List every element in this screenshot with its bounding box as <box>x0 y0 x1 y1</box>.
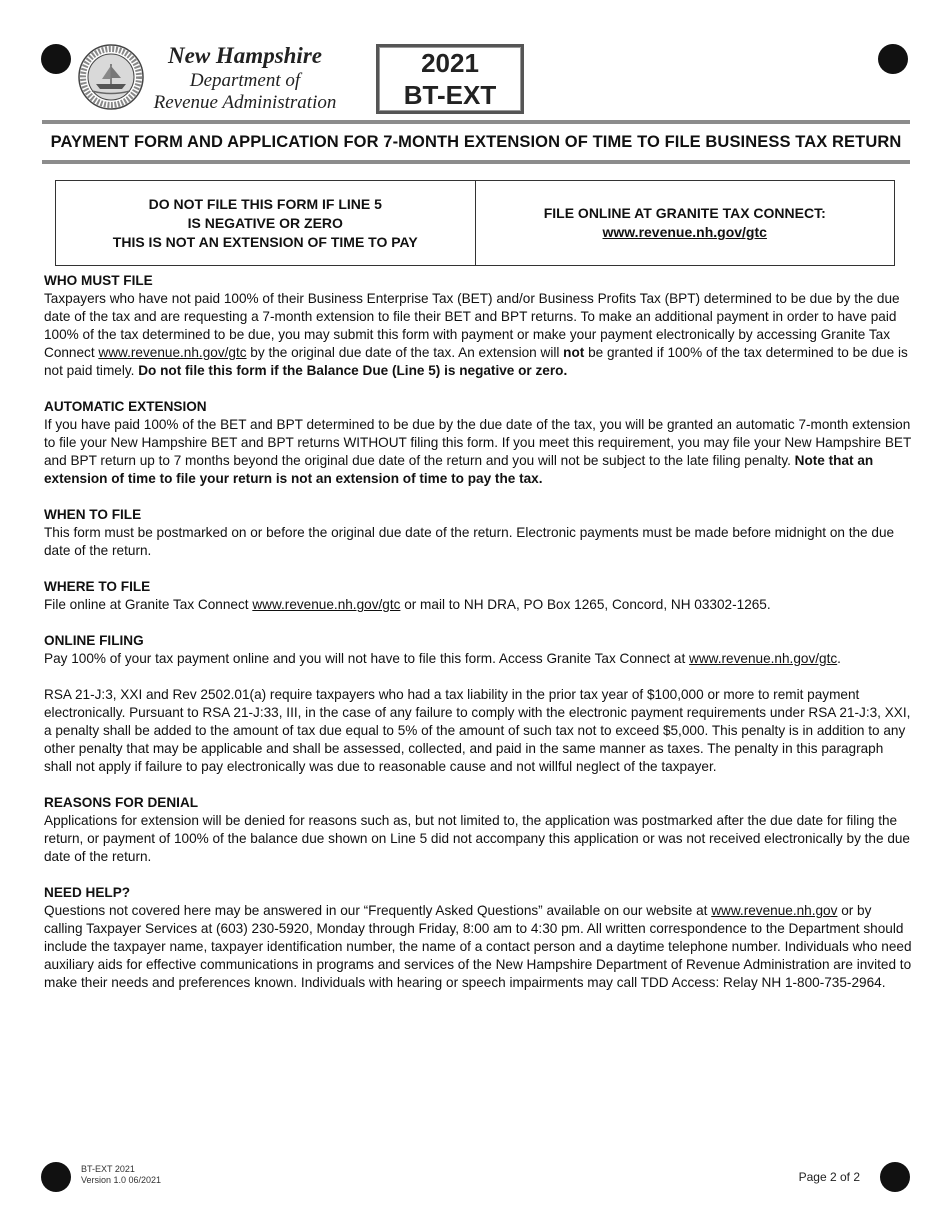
footer-form-id: BT-EXT 2021 <box>81 1164 135 1174</box>
state-seal-icon <box>78 44 144 110</box>
paragraph-online-filing: Pay 100% of your tax payment online and you will not have to file this form. Access Granite Tax Connect at www.revenue.nh.gov/gtc. <box>44 651 841 666</box>
notice-right-line-1: FILE ONLINE AT GRANITE TAX CONNECT: <box>543 205 826 221</box>
notice-box <box>55 180 895 266</box>
notice-left-line-1: DO NOT FILE THIS FORM IF LINE 5 <box>148 195 382 212</box>
notice-left <box>56 181 475 265</box>
paragraph-reasons-for-denial: Applications for extension will be denied for reasons such as, but not limited to, the application was postmarked after the due date for filing the return, or payment of 100% of the balance due shown on Line 5 did not accompany this application or was not received electronically by the due date of the return. <box>44 813 910 864</box>
paragraph-rsa-electronic-payment: RSA 21-J:3, XXI and Rev 2502.01(a) require taxpayers who had a tax liability in the prior tax year of $100,000 or more to remit payment electronically. Pursuant to RSA 21-J:33, III, in the case of any failure to comply with the electronic payment requirements under RSA 21-J:3, XXI, a penalty shall be added to the amount of tax due equal to 5% of the amount of such tax not to exceed $5,000. This penalty is in addition to any other penalty that may be applicable and shall be assessed, collected, and paid in the same manner as taxes. The penalty in this paragraph shall not apply if failure to pay electronically was due to reasonable cause and not willful neglect of the taxpayer. <box>44 687 911 774</box>
registration-mark-bottom-right <box>880 1162 910 1192</box>
heading-who-must-file: WHO MUST FILE <box>44 273 153 288</box>
notice-left-line-2: IS NEGATIVE OR ZERO <box>187 214 343 231</box>
gtc-link[interactable]: www.revenue.nh.gov/gtc <box>252 597 401 612</box>
department-line-1: Department of <box>189 70 301 91</box>
department-line-2: Revenue Administration <box>153 92 337 113</box>
paragraph-where-to-file: File online at Granite Tax Connect www.revenue.nh.gov/gtc or mail to NH DRA, PO Box 1265, Concord, NH 03302-1265. <box>44 597 771 612</box>
paragraph-who-must-file: Taxpayers who have not paid 100% of their Business Enterprise Tax (BET) and/or Business Profits Tax (BPT) determined to be due by the due date of the tax and are requesting a 7-month extension to file their BET and BPT returns. To make an additional payment in order to have paid 100% of the tax determined to be due, you may submit this form with payment or make your payment electronically by accessing Granite Tax Connect www.revenue.nh.gov/gtc by the original due date of the tax. An extension will not be granted if 100% of the tax determined to be due is not paid timely. Do not file this form if the Balance Due (Line 5) is negative or zero. <box>44 291 908 378</box>
heading-online-filing: ONLINE FILING <box>44 633 144 648</box>
registration-mark-bottom-left <box>41 1162 71 1192</box>
registration-mark-top-left <box>41 44 71 74</box>
page-number: Page 2 of 2 <box>798 1170 860 1184</box>
form-code: BT-EXT <box>403 80 497 110</box>
heading-need-help: NEED HELP? <box>44 885 131 900</box>
state-name: New Hampshire <box>168 43 322 68</box>
heading-when-to-file: WHEN TO FILE <box>44 507 142 522</box>
form-year: 2021 <box>421 48 479 78</box>
registration-mark-top-right <box>878 44 908 74</box>
heading-reasons-for-denial: REASONS FOR DENIAL <box>44 795 199 810</box>
instructions <box>44 272 912 1010</box>
form-title: PAYMENT FORM AND APPLICATION FOR 7-MONTH EXTENSION OF TIME TO FILE BUSINESS TAX RETURN <box>50 133 902 151</box>
form-id-box <box>376 44 524 114</box>
gtc-link[interactable]: www.revenue.nh.gov/gtc <box>689 651 838 666</box>
agency-name <box>140 42 350 114</box>
notice-left-line-3: THIS IS NOT AN EXTENSION OF TIME TO PAY <box>112 233 418 250</box>
title-rule-top <box>42 120 910 124</box>
paragraph-need-help: Questions not covered here may be answered in our “Frequently Asked Questions” available on our website at www.revenue.nh.gov or by calling Taxpayer Services at (603) 230-5920, Monday through Friday, 8:00 am to 4:30 pm. All written correspondence to the Department should include the taxpayer name, taxpayer identification number, the name of a contact person and a daytime telephone number. Individuals who need auxiliary aids for effective communications in programs and services of the New Hampshire Department of Revenue Administration are invited to make their needs and preferences known. Individuals with hearing or speech impairments may call TDD Access: Relay NH 1-800-735-2964. <box>44 903 912 990</box>
paragraph-automatic-extension: If you have paid 100% of the BET and BPT determined to be due by the due date of the tax, you will be granted an automatic 7-month extension to file your New Hampshire BET and BPT returns WITHOUT filing this form. If you meet this requirement, you may file your New Hampshire BET and BPT return up to 7 months beyond the original due date of the return and you will not be subject to the late filing penalty. Note that an extension of time to file your return is not an extension of time to pay the tax. <box>44 417 912 486</box>
title-rule-bottom <box>42 160 910 164</box>
heading-automatic-extension: AUTOMATIC EXTENSION <box>44 399 207 414</box>
notice-right <box>475 181 895 265</box>
footer-version: Version 1.0 06/2021 <box>81 1175 162 1185</box>
footer-form-info <box>81 1164 161 1186</box>
revenue-website-link[interactable]: www.revenue.nh.gov <box>711 903 838 918</box>
paragraph-when-to-file: This form must be postmarked on or before the original due date of the return. Electronic payments must be made before midnight on the due date of the return. <box>44 525 895 558</box>
gtc-link[interactable]: www.revenue.nh.gov/gtc <box>98 345 247 360</box>
gtc-link[interactable]: www.revenue.nh.gov/gtc <box>602 224 767 240</box>
heading-where-to-file: WHERE TO FILE <box>44 579 151 594</box>
